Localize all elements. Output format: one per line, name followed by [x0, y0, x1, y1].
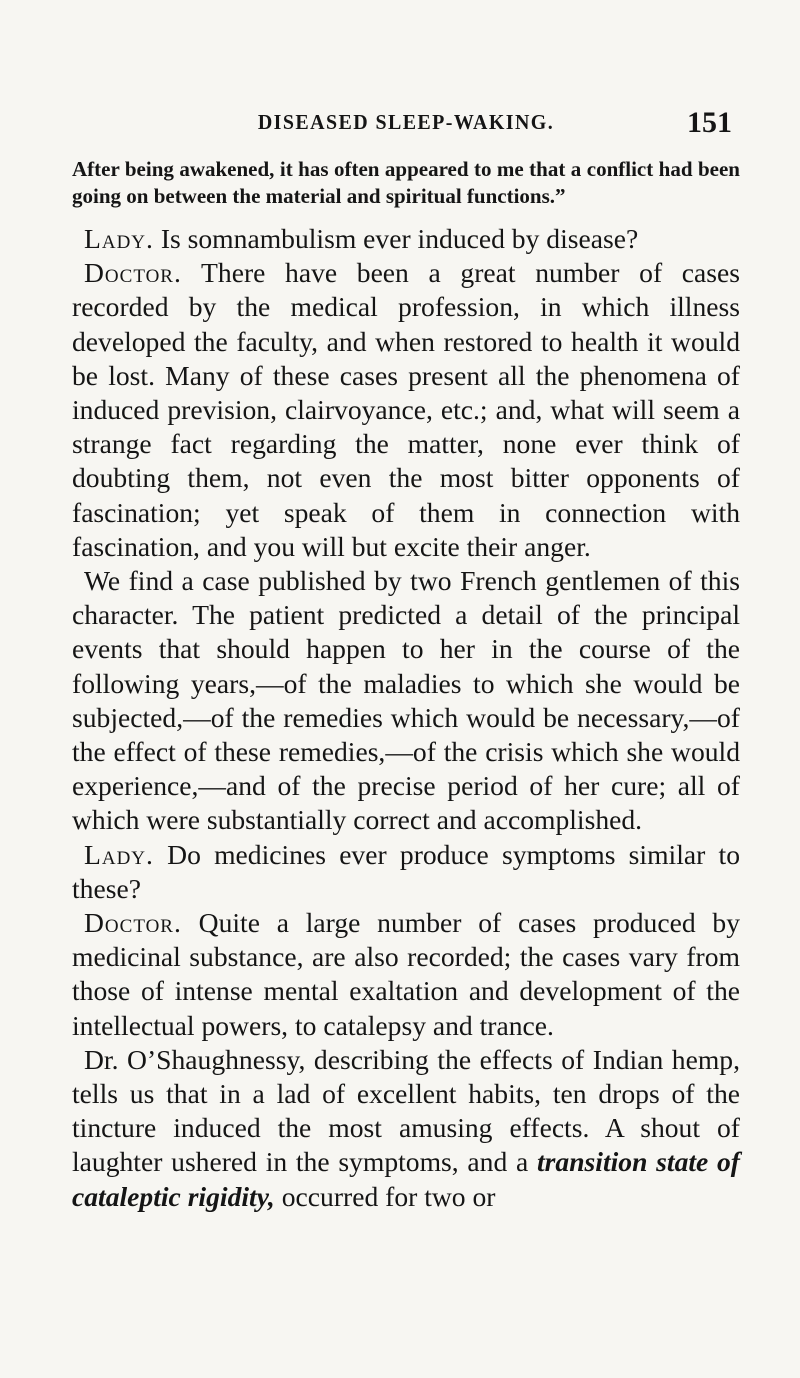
paragraph-text: We find a case published by two French gentlemen of this character. The patient predicted a detail of the principal events that should happen to her in the course of the following years,—of the maladies to which she would be subjected,—of the remedies which would be necessary,—of the effect of these remedies,—of the crisis which she would experience,—and of the precise period of her cure; all of which were substantially correct and accomplished.	[72, 565, 740, 836]
paragraph-text: Is somnambulism ever induced by disease?	[153, 223, 639, 254]
quote-ending: After being awakened, it has often appeared to me that a conflict had been going on between the material and spiritual functions.”	[72, 157, 740, 208]
paragraph-indian-hemp	[72, 1043, 740, 1214]
paragraph-doctor-answer-2	[72, 906, 740, 1043]
speaker-label: Lady.	[84, 838, 154, 870]
body-text	[72, 156, 740, 1214]
paragraph-french-case	[72, 564, 740, 838]
paragraph-doctor-answer-1	[72, 256, 740, 564]
paragraph-lady-question-1	[72, 222, 740, 256]
speaker-label: Lady.	[84, 223, 154, 254]
speaker-label: Doctor.	[84, 907, 182, 939]
emphasized-phrase: transition state of cataleptic rigidity,	[72, 1146, 741, 1212]
running-head: DISEASED SLEEP-WAKING.	[257, 110, 555, 134]
paragraph-text: Do medicines ever produce symptoms similar to these?	[72, 838, 740, 904]
paragraph-text-continued: occurred for two or	[274, 1180, 496, 1212]
paragraph-text: There have been a great number of cases recorded by the medical profession, in which illness developed the faculty, and when restored to health it would be lost. Many of these cases present all the phenomena of induced prevision, clairvoyance, etc.; and, what will seem a strange fact regarding the matter, none ever think of doubting them, not even the most bitter opponents of fascination; yet speak of them in connection with fascination, and you will but excite their anger.	[72, 257, 740, 562]
speaker-label: Doctor.	[84, 257, 182, 289]
page-number: 151	[687, 106, 732, 139]
paragraph-text: Dr. O’Shaughnessy, describing the effects of Indian hemp, tells us that in a lad of excellent habits, ten drops of the tincture induced the most amusing effects. A shout of laughter ushered in the symptoms, and a	[72, 1043, 740, 1178]
paragraph-lady-question-2	[72, 838, 740, 906]
page-header	[80, 106, 732, 150]
paragraph-text: Quite a large number of cases produced by medicinal substance, are also recorded; the cases vary from those of intense mental exaltation and development of the intellectual powers, to catalepsy and trance.	[72, 907, 740, 1041]
